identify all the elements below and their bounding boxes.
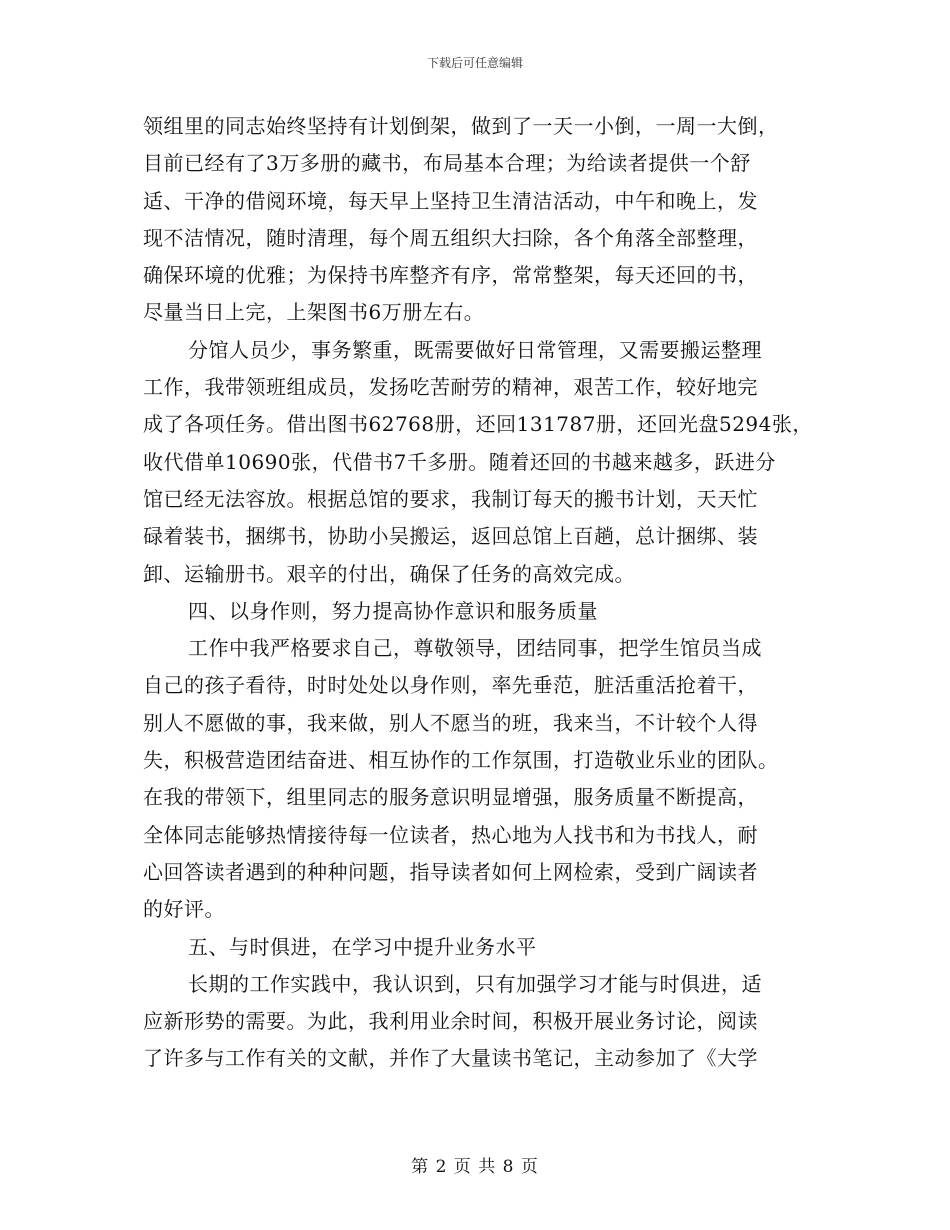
text-line: 收代借单10690张，代借书7千多册。随着还回的书越来越多，跃进分 [143, 449, 776, 474]
section-heading: 五、与时俱进，在学习中提升业务水平 [188, 934, 537, 959]
text-line: 心回答读者遇到的种种问题，指导读者如何上网检索，受到广阔读者 [143, 859, 758, 884]
text-line: 全体同志能够热情接待每一位读者，热心地为人找书和为书找人，耐 [143, 822, 758, 847]
text-line: 在我的带领下，组里同志的服务意识明显增强，服务质量不断提高， [143, 785, 758, 810]
paragraph-first-line: 长期的工作实践中，我认识到，只有加强学习才能与时俱进，适 [188, 971, 762, 996]
text-line: 的好评。 [143, 897, 225, 922]
document-body [143, 108, 833, 1078]
page-number-footer: 第 2 页 共 8 页 [411, 1157, 539, 1177]
text-line: 确保环境的优雅；为保持书库整齐有序，常常整架，每天还回的书， [143, 263, 758, 288]
text-line: 馆已经无法容放。根据总馆的要求，我制订每天的搬书计划，天天忙 [143, 486, 758, 511]
section-heading: 四、以身作则，努力提高协作意识和服务质量 [188, 598, 598, 623]
text-line: 应新形势的需要。为此，我利用业余时间，积极开展业务讨论，阅读 [143, 1009, 758, 1034]
text-line: 失，积极营造团结奋进、相互协作的工作氛围，打造敬业乐业的团队。 [143, 748, 779, 773]
text-line: 碌着装书，捆绑书，协助小吴搬运，返回总馆上百趟，总计捆绑、装 [143, 524, 758, 549]
text-line: 现不洁情况，随时清理，每个周五组织大扫除，各个角落全部整理， [143, 225, 758, 250]
text-line: 了许多与工作有关的文献，并作了大量读书笔记，主动参加了《大学 [143, 1046, 758, 1071]
text-line: 尽量当日上完，上架图书6万册左右。 [143, 300, 485, 325]
paragraph-first-line: 工作中我严格要求自己，尊敬领导，团结同事，把学生馆员当成 [188, 636, 762, 661]
page-header: 下载后可任意编辑 [426, 56, 523, 70]
text-line: 目前已经有了3万多册的藏书，布局基本合理；为给读者提供一个舒 [143, 151, 751, 176]
text-line: 领组里的同志始终坚持有计划倒架，做到了一天一小倒，一周一大倒， [143, 114, 779, 138]
text-line: 成了各项任务。借出图书62768册，还回131787册，还回光盘5294张， [143, 412, 813, 437]
text-line: 别人不愿做的事，我来做，别人不愿当的班，我来当，不计较个人得 [143, 710, 758, 735]
text-line: 工作，我带领班组成员，发扬吃苦耐劳的精神，艰苦工作，较好地完 [143, 375, 758, 400]
text-line: 适、干净的借阅环境，每天早上坚持卫生清洁活动，中午和晚上，发 [143, 188, 758, 213]
text-line: 卸、运输册书。艰辛的付出，确保了任务的高效完成。 [143, 561, 635, 586]
paragraph-first-line: 分馆人员少，事务繁重，既需要做好日常管理，又需要搬运整理 [188, 337, 762, 362]
text-line: 自己的孩子看待，时时处处以身作则，率先垂范，脏活重活抢着干， [143, 673, 758, 698]
